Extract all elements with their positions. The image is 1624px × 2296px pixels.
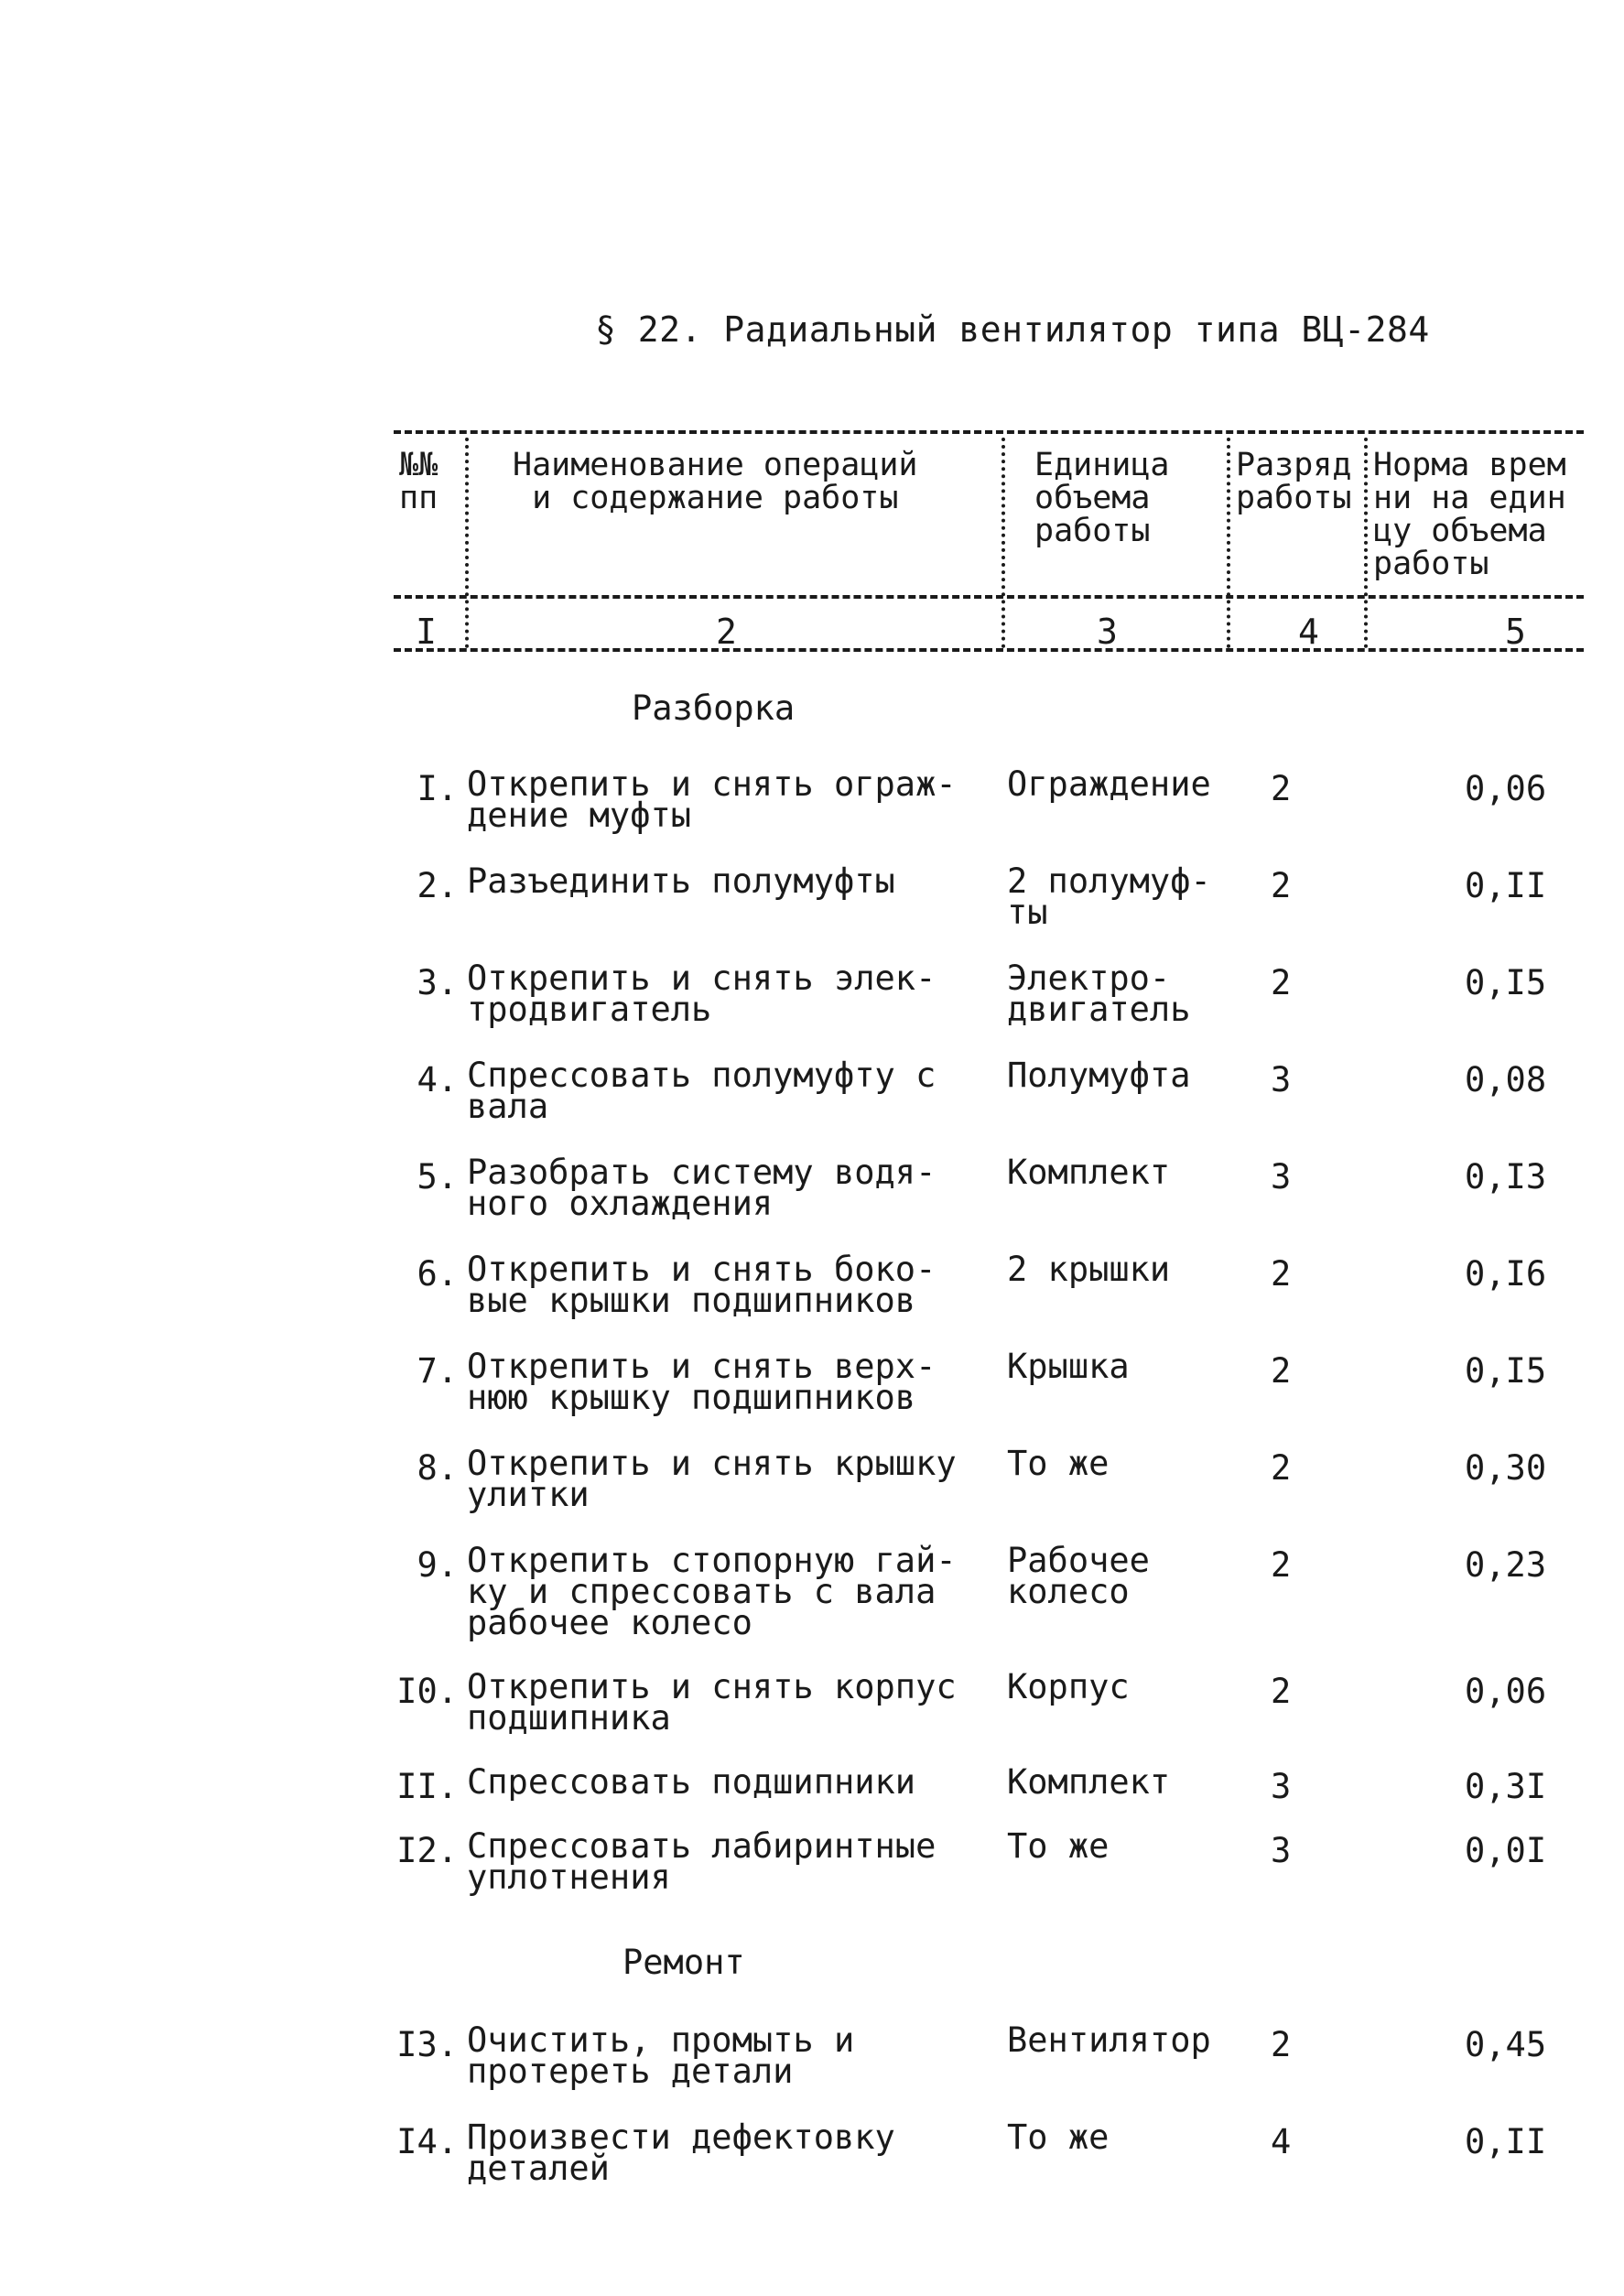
row-operation: Открепить и снять боко- вые крышки подшипников <box>467 1250 937 1320</box>
header-col-norm: Норма врем ни на един цу объема работы <box>1373 447 1566 582</box>
row-grade: 2 <box>1271 1672 1292 1711</box>
row-operation: Открепить и снять верх- нюю крышку подшипников <box>467 1347 937 1417</box>
column-number-5: 5 <box>1505 612 1526 652</box>
row-grade: 2 <box>1271 866 1292 905</box>
column-number-1: I <box>416 612 437 652</box>
column-separator <box>1001 438 1005 648</box>
row-unit: То же <box>1007 1826 1110 1866</box>
row-norm: 0,I5 <box>1465 1351 1547 1391</box>
row-operation: Спрессовать полумуфту с вала <box>467 1056 937 1126</box>
row-number: I4. <box>396 2122 458 2161</box>
row-number: I3. <box>396 2025 458 2064</box>
header-col-unit: Единица объема работы <box>1034 447 1170 549</box>
row-unit: Рабочее колесо <box>1007 1541 1150 1611</box>
column-number-2: 2 <box>716 612 737 652</box>
row-norm: 0,45 <box>1465 2025 1547 2064</box>
header-col-operation: Наименование операций и содержание работы <box>513 447 918 516</box>
column-number-rule <box>394 648 1584 652</box>
row-grade: 2 <box>1271 1545 1292 1585</box>
row-grade: 4 <box>1271 2122 1292 2161</box>
row-grade: 2 <box>1271 769 1292 808</box>
row-norm: 0,I6 <box>1465 1254 1547 1294</box>
row-grade: 2 <box>1271 2025 1292 2064</box>
row-norm: 0,23 <box>1465 1545 1547 1585</box>
column-separator <box>1227 438 1230 648</box>
row-unit: Крышка <box>1007 1347 1130 1386</box>
row-number: 2. <box>417 866 458 905</box>
row-number: I. <box>417 769 458 808</box>
page-title: § 22. Радиальный вентилятор типа ВЦ-284 <box>595 309 1430 350</box>
row-number: 5. <box>417 1157 458 1197</box>
row-operation: Очистить, промыть и протереть детали <box>467 2020 855 2091</box>
section-heading-disassembly: Разборка <box>632 688 796 728</box>
row-operation: Спрессовать подшипники <box>467 1762 916 1802</box>
column-number-3: 3 <box>1097 612 1118 652</box>
row-grade: 3 <box>1271 1157 1292 1197</box>
row-norm: 0,I3 <box>1465 1157 1547 1197</box>
row-unit: Ограждение <box>1007 764 1211 804</box>
row-norm: 0,30 <box>1465 1448 1547 1488</box>
row-unit: Корпус <box>1007 1667 1130 1706</box>
header-top-rule <box>394 430 1584 434</box>
row-norm: 0,I5 <box>1465 963 1547 1002</box>
column-separator <box>1364 438 1368 648</box>
row-norm: 0,3I <box>1465 1767 1547 1806</box>
column-separator <box>465 438 469 648</box>
row-norm: 0,II <box>1465 2122 1547 2161</box>
row-number: I0. <box>396 1672 458 1711</box>
row-number: 9. <box>417 1545 458 1585</box>
row-grade: 3 <box>1271 1767 1292 1806</box>
row-number: I2. <box>396 1831 458 1870</box>
row-grade: 2 <box>1271 1351 1292 1391</box>
row-grade: 2 <box>1271 1448 1292 1488</box>
row-number: 4. <box>417 1060 458 1099</box>
header-col-number: №№ пп <box>399 447 438 516</box>
row-norm: 0,06 <box>1465 769 1547 808</box>
column-number-4: 4 <box>1298 612 1319 652</box>
row-operation: Открепить и снять элек- тродвигатель <box>467 958 937 1029</box>
row-number: II. <box>396 1767 458 1806</box>
row-grade: 2 <box>1271 1254 1292 1294</box>
section-heading-repair: Ремонт <box>623 1943 745 1982</box>
row-unit: Электро- двигатель <box>1007 958 1191 1029</box>
row-unit: Комплект <box>1007 1762 1171 1802</box>
row-grade: 3 <box>1271 1060 1292 1099</box>
row-operation: Разъединить полумуфты <box>467 861 895 901</box>
row-norm: 0,08 <box>1465 1060 1547 1099</box>
row-norm: 0,06 <box>1465 1672 1547 1711</box>
header-col-grade: Разряд работы <box>1236 447 1352 516</box>
row-number: 6. <box>417 1254 458 1294</box>
row-operation: Разобрать систему водя- ного охлаждения <box>467 1153 937 1223</box>
row-grade: 3 <box>1271 1831 1292 1870</box>
row-unit: Полумуфта <box>1007 1056 1191 1095</box>
row-unit: Комплект <box>1007 1153 1171 1192</box>
row-unit: Вентилятор <box>1007 2020 1211 2060</box>
row-number: 7. <box>417 1351 458 1391</box>
row-operation: Открепить и снять ограж- дение муфты <box>467 764 957 835</box>
row-unit: 2 полумуф- ты <box>1007 861 1211 932</box>
row-unit: То же <box>1007 1444 1110 1483</box>
row-norm: 0,II <box>1465 866 1547 905</box>
row-number: 8. <box>417 1448 458 1488</box>
row-grade: 2 <box>1271 963 1292 1002</box>
row-operation: Спрессовать лабиринтные уплотнения <box>467 1826 937 1897</box>
row-operation: Произвести дефектовку деталей <box>467 2117 895 2188</box>
row-number: 3. <box>417 963 458 1002</box>
row-operation: Открепить и снять крышку улитки <box>467 1444 957 1514</box>
header-bottom-rule <box>394 595 1584 599</box>
row-unit: 2 крышки <box>1007 1250 1171 1289</box>
row-operation: Открепить и снять корпус подшипника <box>467 1667 957 1738</box>
row-operation: Открепить стопорную гай- ку и спрессовать с вала рабочее колесо <box>467 1541 957 1642</box>
row-norm: 0,0I <box>1465 1831 1547 1870</box>
row-unit: То же <box>1007 2117 1110 2157</box>
